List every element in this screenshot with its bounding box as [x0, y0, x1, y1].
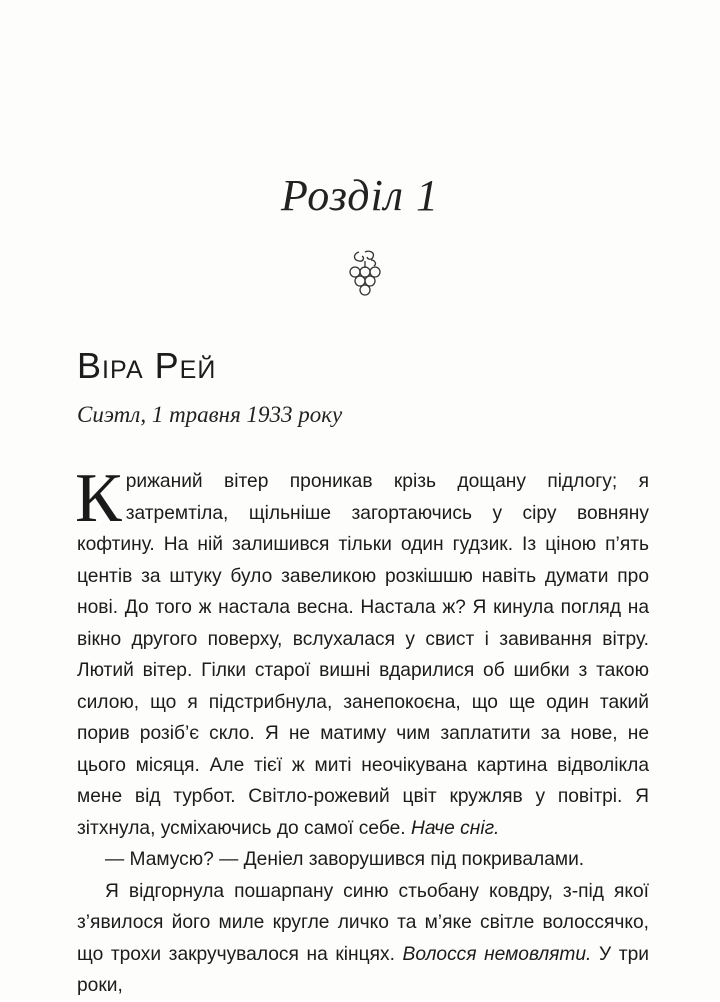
paragraph-3-text-end: У три роки, [77, 943, 649, 996]
drop-cap: К [75, 460, 122, 537]
paragraph-1-italic: Наче сніг. [410, 817, 500, 839]
paragraph-1 [75, 460, 649, 844]
chapter-title: Розділ 1 [281, 171, 439, 220]
dateline: Сиэтл, 1 травня 1933 року [77, 402, 343, 427]
grape-vine-ornament-icon [345, 248, 385, 300]
paragraph-3-text: Я відгорнула пошарпану синю стьобану ковдру, з-під якої з’явилося його миле кругле личко та м’яке світле волоссячко, що трохи закручувалося на кінцях. [77, 880, 649, 965]
paragraph-1-text: рижаний вітер проникав крізь дощану підлогу; я затремтіла, щільніше загортаючись у сіру вовняну кофтину. На ній залишився тільки один гудзик. Із ціною п’ять центів за штуку було завеликою розкішшю навіть думати про нові. До того ж настала весна. Настала ж? Я кинула погляд на вікно другого поверху, вслухалася у свист і завивання вітру. Лютий вітер. Гілки старої вишні вдарилися об шибки з такою силою, що я підстрибнула, занепокоєна, що ще один такий порив розіб’є скло. Я не матиму чим заплатити за нове, не цього місяця. Але тієї ж миті неочікувана картина відволікла мене від турбот. Світло-рожевий цвіт кружляв у повітрі. Я зітхнула, усміхаючись до самої себе. [77, 471, 649, 839]
paragraph-3-italic: Волосся немовляти. [402, 943, 592, 965]
paragraph-2: — Мамусю? — Деніел заворушився під покривалами. [105, 849, 585, 870]
section-heading: Віра Рей [77, 345, 217, 386]
paragraph-3 [77, 876, 649, 1002]
body-text [75, 460, 649, 1002]
